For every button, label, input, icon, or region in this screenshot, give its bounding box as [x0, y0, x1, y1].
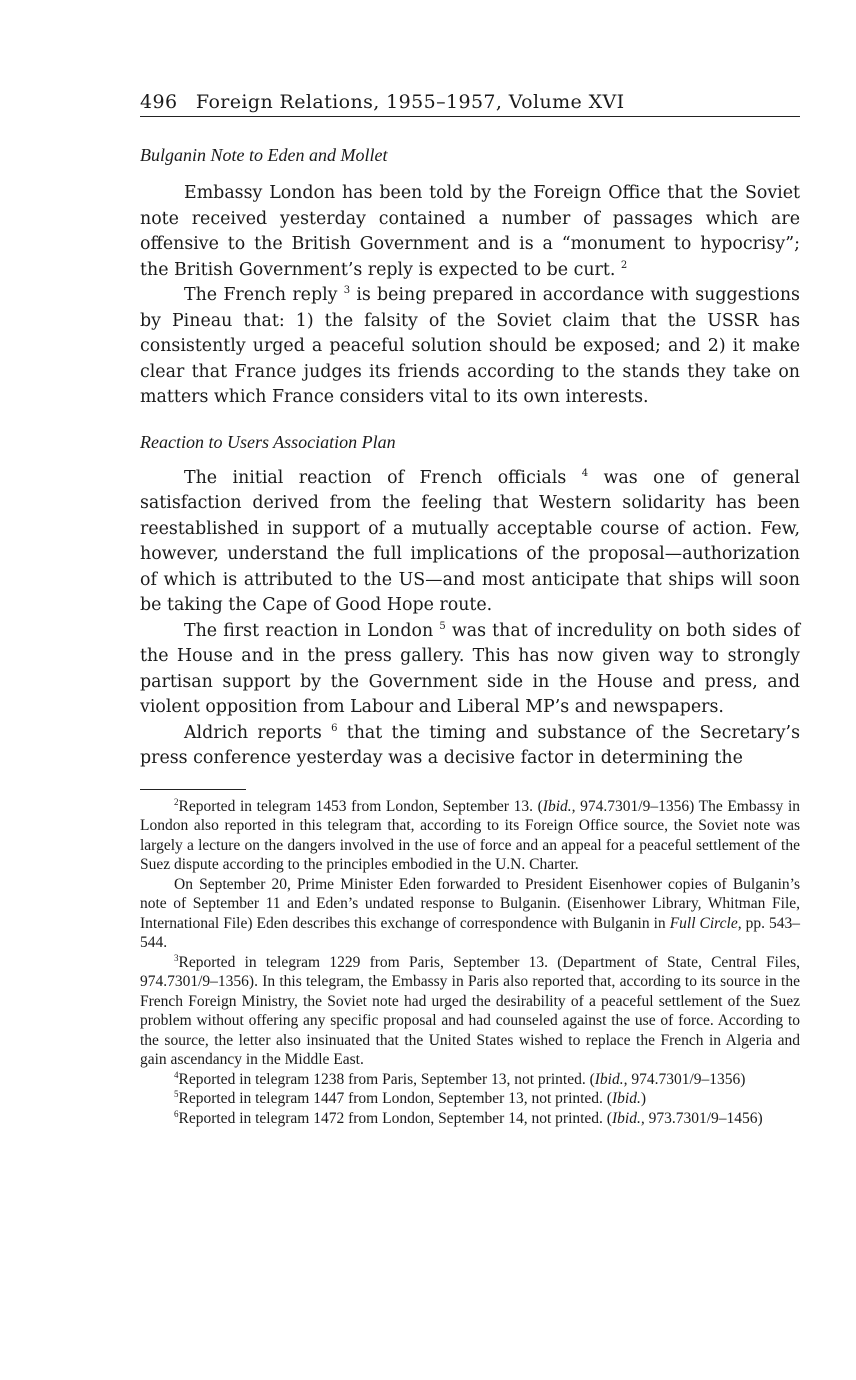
- footnote: $^6$Reported in telegram 1472 from London, September 14, not printed. (Ibid., 973.7301/9–1456): [174, 1108, 763, 1127]
- section-title: Reaction to Users Association Plan: [140, 431, 396, 452]
- footnote: $^2$Reported in telegram 1453 from London, September 13. (Ibid., 974.7301/9–1356) The Embassy in London also reported in this telegram that, according to its Foreign Office source, the Soviet note was largely a lecture on the dangers involved in the use of force and an appeal for a peaceful settlement of the Suez dispute according to the principles embodied in the U.N. Charter.: [140, 796, 801, 873]
- footnote: $^4$Reported in telegram 1238 from Paris, September 13, not printed. (Ibid., 974.7301/9–1356): [174, 1069, 746, 1088]
- section-body: [140, 181, 800, 411]
- footnote: $^3$Reported in telegram 1229 from Paris, September 13. (Department of State, Central Files, 974.7301/9–1356). In this telegram, the Embassy in Paris also reported that, according to its source in the French Foreign Ministry, the Soviet note had urged the desirability of a peaceful settlement of the Suez problem without offering any specific proposal and had counseled against the use of force. According to the source, the letter also insinuated that the United States wished to replace the French in Algeria and gain ascendancy in the Middle East.: [140, 952, 800, 1068]
- paragraph: The first reaction in London $^5$ was that of incredulity on both sides of the House and in the press gallery. This has now given way to strongly partisan support by the Government side in the House and press, and violent opposition from Labour and Liberal MP’s and newspapers.: [140, 620, 801, 717]
- footnote-ref[interactable]: 6: [331, 722, 338, 734]
- paragraph: Embassy London has been told by the Foreign Office that the Soviet note received yesterday contained a number of passages which are offensive to the British Government and is a “monument to hypocrisy”; the British Government’s reply is expected to be curt. $^2$: [140, 183, 800, 280]
- footnote-mark: 3: [174, 952, 179, 963]
- paragraph: The French reply $^3$ is being prepared in accordance with suggestions by Pineau that: 1) the falsity of the Soviet claim that the USSR has consistently urged a peaceful solution should be exposed; and 2) it make clear that France judges its friends according to the stands they take on matters which France considers vital to its own interests.: [140, 285, 800, 407]
- footnote-mark: 6: [174, 1108, 179, 1119]
- running-header: [140, 90, 800, 117]
- footnote-divider: [140, 789, 246, 790]
- footnote-continued: On September 20, Prime Minister Eden forwarded to President Eisenhower copies of Bulganin’s note of September 11 and Eden’s undated response to Bulganin. (Eisenhower Library, Whitman File, International File) Eden describes this exchange of correspondence with Bulganin in Full Circle, pp. 543–544.: [140, 875, 800, 951]
- footnote-ref[interactable]: 4: [581, 467, 589, 479]
- footnotes: [140, 797, 800, 1129]
- running-title: Foreign Relations, 1955–1957, Volume XVI: [195, 91, 625, 113]
- footnote-mark: 2: [174, 796, 179, 807]
- footnote: $^5$Reported in telegram 1447 from London, September 13, not printed. (Ibid.): [174, 1089, 646, 1107]
- footnote-mark: 5: [174, 1089, 179, 1099]
- footnote-mark: 4: [174, 1069, 179, 1080]
- section-title: Bulganin Note to Eden and Mollet: [140, 145, 388, 165]
- paragraph: Aldrich reports $^6$ that the timing and substance of the Secretary’s press conference yesterday was a decisive factor in determining the: [140, 722, 800, 768]
- page-number: 496: [140, 91, 178, 113]
- footnote-ref[interactable]: 5: [439, 620, 446, 632]
- document-page: [140, 90, 800, 1128]
- footnote-ref[interactable]: 3: [343, 285, 351, 296]
- section-body: [140, 466, 800, 772]
- paragraph: The initial reaction of French officials $^4$ was one of general satisfaction derived from the feeling that Western solidarity has been reestablished in support of a mutually acceptable course of action. Few, however, understand the full implications of the proposal—authorization of which is attributed to the US—and most anticipate that ships will soon be taking the Cape of Good Hope route.: [140, 467, 800, 615]
- footnote-ref[interactable]: 2: [620, 259, 628, 271]
